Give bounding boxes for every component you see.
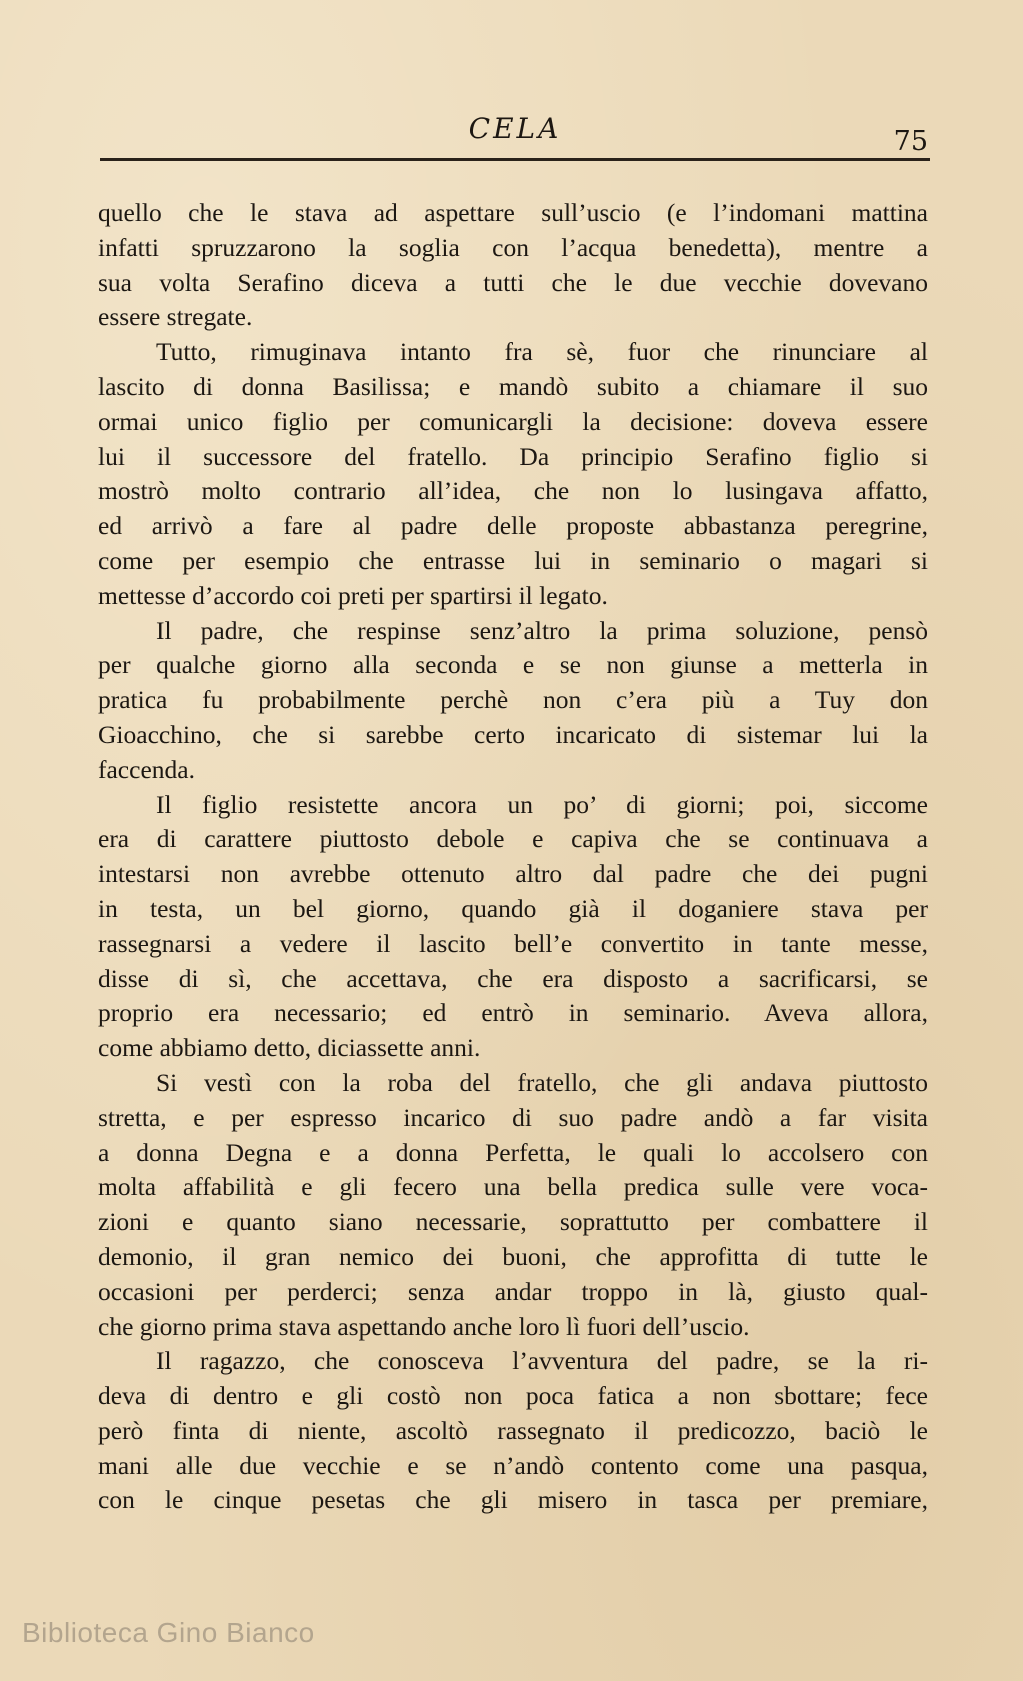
paragraph xyxy=(98,1344,928,1518)
running-head xyxy=(100,108,930,168)
text-line: occasioni per perderci; senza andar troppo in là, giusto qual- xyxy=(98,1276,928,1306)
text-line: proprio era necessario; ed entrò in seminario. Aveva allora, xyxy=(98,998,928,1028)
text-line: mostrò molto contrario all’idea, che non lo lusingava affatto, xyxy=(98,476,928,506)
paragraph xyxy=(98,335,928,613)
text-line: come per esempio che entrasse lui in seminario o magari si xyxy=(98,545,928,575)
paragraph xyxy=(98,1066,928,1344)
text-line: lui il successore del fratello. Da principio Serafino figlio si xyxy=(98,441,928,471)
text-line: disse di sì, che accettava, che era disposto a sacrificarsi, se xyxy=(98,963,928,993)
text-line: sua volta Serafino diceva a tutti che le due vecchie dovevano xyxy=(98,267,928,297)
text-line: mani alle due vecchie e se n’andò contento come una pasqua, xyxy=(98,1450,928,1480)
text-line: essere stregate. xyxy=(98,302,253,332)
text-line: lascito di donna Basilissa; e mandò subito a chiamare il suo xyxy=(98,371,928,401)
running-title: CELA xyxy=(468,112,562,145)
text-line: a donna Degna e a donna Perfetta, le quali lo accolsero con xyxy=(98,1137,928,1167)
library-watermark: Biblioteca Gino Bianco xyxy=(22,1617,315,1648)
text-line: rassegnarsi a vedere il lascito bell’e convertito in tante messe, xyxy=(98,928,928,958)
text-line: Si vestì con la roba del fratello, che gli andava piuttosto xyxy=(156,1067,928,1097)
text-line: deva di dentro e gli costò non poca fatica a non sbottare; fece xyxy=(98,1381,928,1411)
text-line: mettesse d’accordo coi preti per spartirsi il legato. xyxy=(98,580,608,610)
text-line: Il figlio resistette ancora un po’ di giorni; poi, siccome xyxy=(156,789,928,819)
text-line: infatti spruzzarono la soglia con l’acqua benedetta), mentre a xyxy=(98,232,928,262)
paragraph xyxy=(98,614,928,788)
paragraph xyxy=(98,788,928,1066)
text-line: Il ragazzo, che conosceva l’avventura del padre, se la ri- xyxy=(156,1346,928,1376)
text-line: Gioacchino, che si sarebbe certo incaricato di sistemar lui la xyxy=(98,719,928,749)
text-line: ormai unico figlio per comunicargli la decisione: doveva essere xyxy=(98,406,928,436)
text-line: però finta di niente, ascoltò rassegnato il predicozzo, baciò le xyxy=(98,1415,928,1445)
text-line: stretta, e per espresso incarico di suo padre andò a far visita xyxy=(98,1102,928,1132)
text-line: per qualche giorno alla seconda e se non giunse a metterla in xyxy=(98,650,928,680)
text-line: in testa, un bel giorno, quando già il doganiere stava per xyxy=(98,893,928,923)
text-line: Tutto, rimuginava intanto fra sè, fuor che rinunciare al xyxy=(156,337,928,367)
text-line: come abbiamo detto, diciassette anni. xyxy=(98,1033,481,1063)
text-line: pratica fu probabilmente perchè non c’era più a Tuy don xyxy=(98,685,928,715)
text-line: che giorno prima stava aspettando anche loro lì fuori dell’uscio. xyxy=(98,1311,750,1341)
text-line: intestarsi non avrebbe ottenuto altro dal padre che dei pugni xyxy=(98,859,928,889)
text-line: molta affabilità e gli fecero una bella predica sulle vere voca- xyxy=(98,1172,928,1202)
text-line: era di carattere piuttosto debole e capiva che se continuava a xyxy=(98,824,928,854)
paragraph xyxy=(98,196,928,335)
text-line: faccenda. xyxy=(98,754,195,784)
text-line: demonio, il gran nemico dei buoni, che approfitta di tutte le xyxy=(98,1241,928,1271)
text-line: quello che le stava ad aspettare sull’uscio (e l’indomani mattina xyxy=(98,198,928,227)
text-line: zioni e quanto siano necessarie, soprattutto per combattere il xyxy=(98,1207,928,1237)
page-number: 75 xyxy=(893,126,928,157)
header-rule xyxy=(100,158,930,161)
body-text xyxy=(98,196,928,1518)
text-line: ed arrivò a fare al padre delle proposte abbastanza peregrine, xyxy=(98,511,928,541)
text-line: Il padre, che respinse senz’altro la prima soluzione, pensò xyxy=(156,615,928,645)
text-line: con le cinque pesetas che gli misero in tasca per premiare, xyxy=(98,1485,928,1515)
